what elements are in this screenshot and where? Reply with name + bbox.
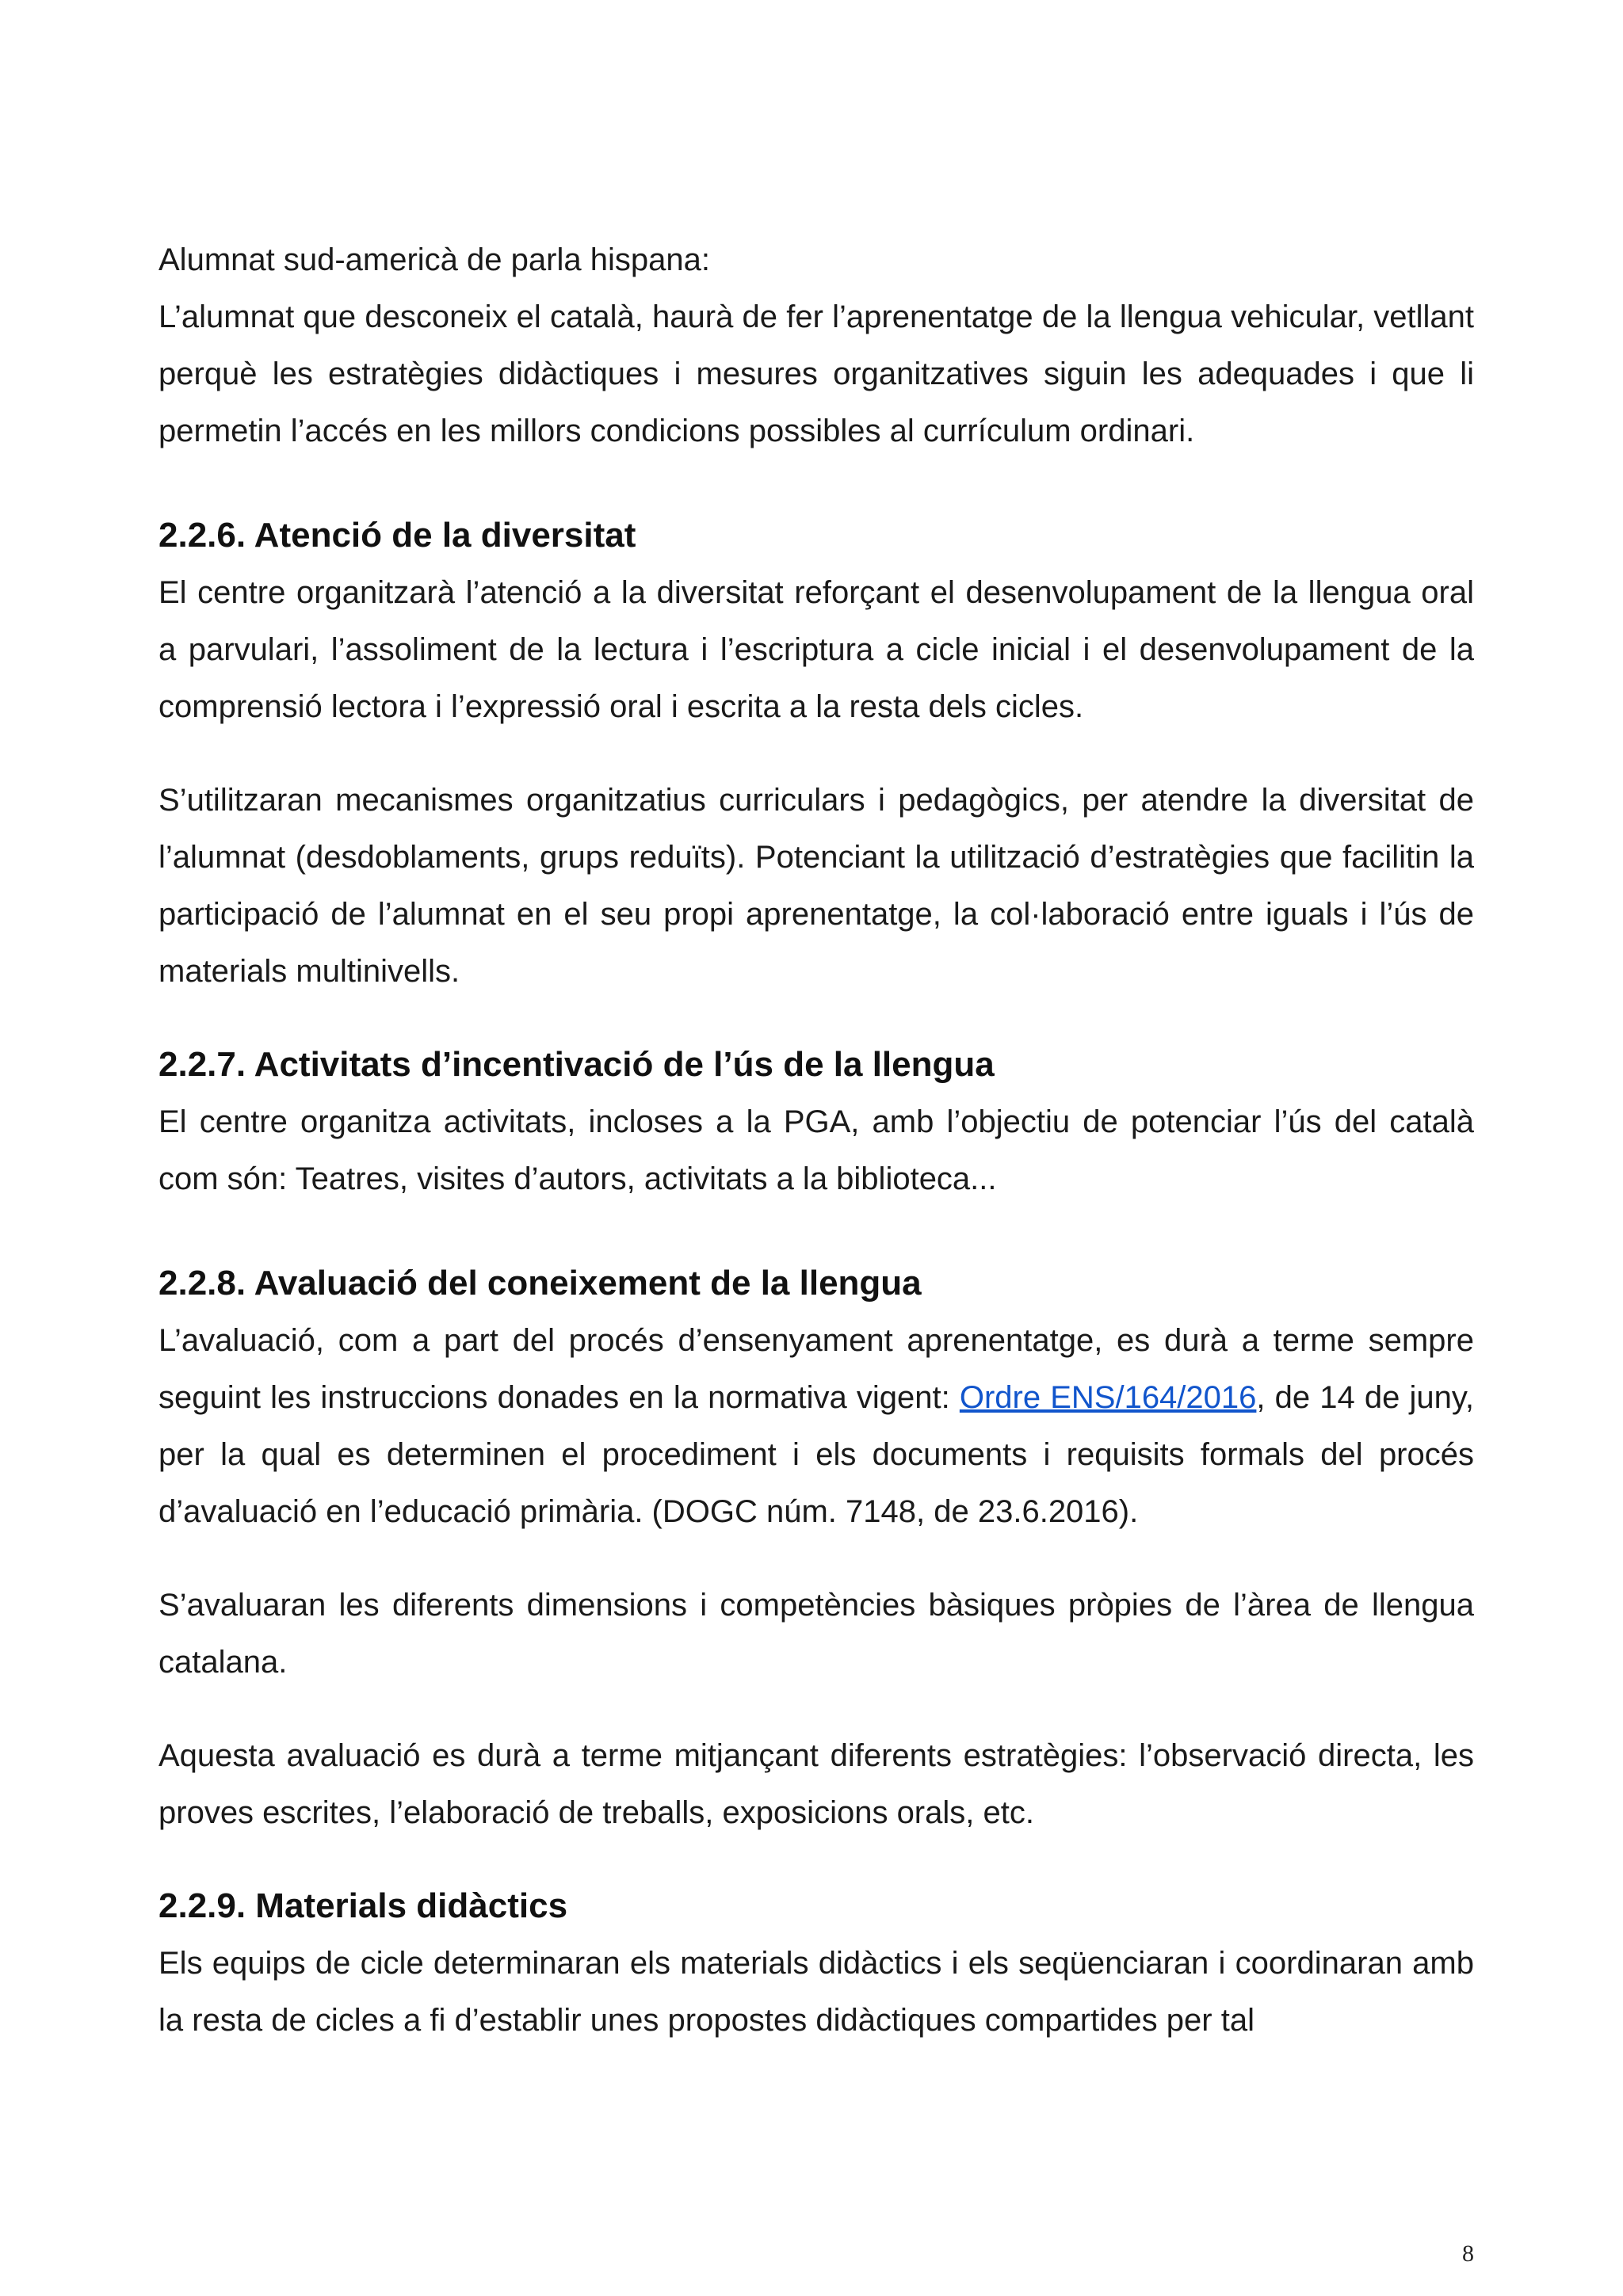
section-heading-2-2-8: 2.2.8. Avaluació del coneixement de la llengua — [158, 1264, 922, 1302]
section-heading-2-2-7: 2.2.7. Activitats d’incentivació de l’ús de la llengua — [158, 1045, 995, 1084]
section-2-2-6-paragraph-1: El centre organitzarà l’atenció a la diversitat reforçant el desenvolupament de la llengua oral a parvulari, l’assoliment de la lectura i l’escriptura a cicle inicial i el desenvolupament de la comprensió lectora i l’expressió oral i escrita a la resta dels cicles. — [158, 575, 1474, 724]
ordre-ens-164-2016-link[interactable]: Ordre ENS/164/2016 — [959, 1380, 1257, 1415]
document-page — [158, 231, 1474, 2049]
section-heading-2-2-6: 2.2.6. Atenció de la diversitat — [158, 516, 636, 555]
section-2-2-8-paragraph-2: S’avaluaran les diferents dimensions i competències bàsiques pròpies de l’àrea de llengua catalana. — [158, 1588, 1474, 1680]
section-2-2-8-paragraph-3: Aquesta avaluació es durà a terme mitjançant diferents estratègies: l’observació directa, les proves escrites, l’elaboració de treballs, exposicions orals, etc. — [158, 1738, 1474, 1830]
section-2-2-9-paragraph-1: Els equips de cicle determinaran els materials didàctics i els seqüenciaran i coordinaran amb la resta de cicles a fi d’establir unes propostes didàctiques compartides per tal — [158, 1946, 1474, 2038]
page-number: 8 — [1462, 2241, 1474, 2267]
section-2-2-8-paragraph-1 — [158, 1312, 1474, 1540]
intro-label: Alumnat sud-americà de parla hispana: — [158, 242, 710, 277]
section-2-2-6-paragraph-2: S’utilitzaran mecanismes organitzatius curriculars i pedagògics, per atendre la diversitat de l’alumnat (desdoblaments, grups reduïts). Potenciant la utilització d’estratègies que facilitin la participació de l’alumnat en el seu propi aprenentatge, la col·laboració entre iguals i l’ús de materials multinivells. — [158, 783, 1474, 989]
intro-paragraph: L’alumnat que desconeix el català, haurà de fer l’aprenentatge de la llengua vehicular, vetllant perquè les estratègies didàctiques i mesures organitzatives siguin les adequades i que li permetin l’accés en les millors condicions possibles al currículum ordinari. — [158, 299, 1474, 448]
section-2-2-8-text-after-link: , de 14 de juny, per la qual es determinen el procediment i els documents i requisits formals del procés d’avaluació en l’educació primària. (DOGC núm. 7148, de 23.6.2016). — [158, 1380, 1474, 1529]
section-heading-2-2-9: 2.2.9. Materials didàctics — [158, 1886, 568, 1925]
section-2-2-7-paragraph-1: El centre organitza activitats, incloses a la PGA, amb l’objectiu de potenciar l’ús del català com són: Teatres, visites d’autors, activitats a la biblioteca... — [158, 1104, 1474, 1196]
section-2-2-8-text-before-link: L’avaluació, com a part del procés d’ensenyament aprenentatge, es durà a terme sempre seguint les instruccions donades en la normativa vigent: — [158, 1323, 1474, 1415]
